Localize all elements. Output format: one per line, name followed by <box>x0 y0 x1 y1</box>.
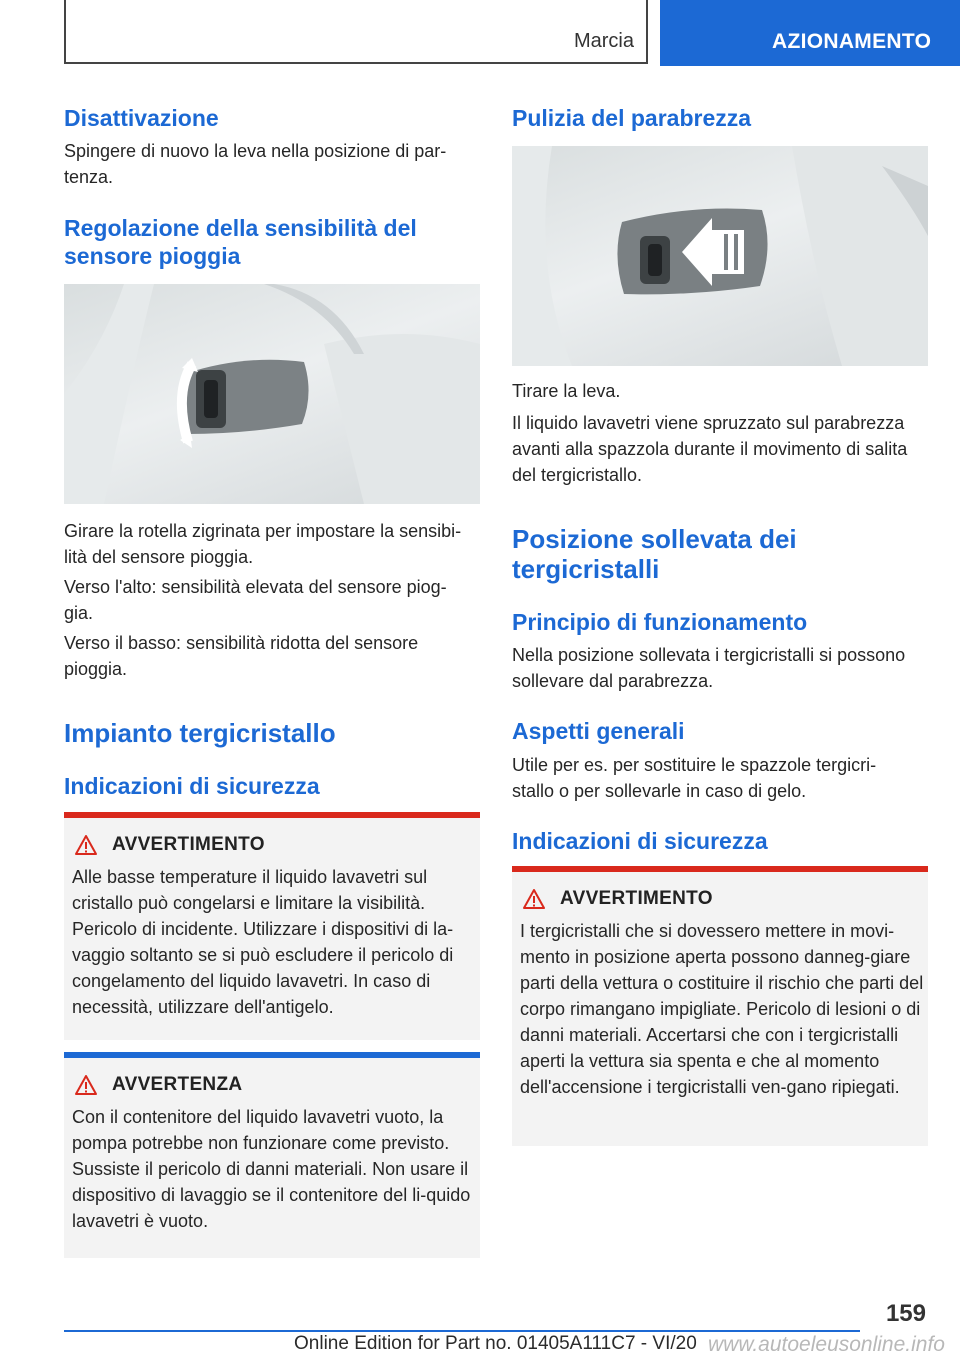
warning-triangle-icon <box>74 834 98 856</box>
text-girare: Girare la rotella zigrinata per impostare la sensibi- lità del sensore pioggia. <box>64 521 462 567</box>
footer-edition: Online Edition for Part no. 01405A111C7 - VI/20 <box>294 1333 697 1354</box>
header-box <box>64 0 648 64</box>
footer-watermark: www.autoeleusonline.info <box>708 1333 945 1356</box>
text-verso-alto: Verso l'alto: sensibilità elevata del sensore piog- gia. <box>64 577 447 623</box>
warning-box-avvertimento <box>64 812 480 1040</box>
warning-text: I tergicristalli che si dovessero mettere in movi-mento in posizione aperta possono danneg-giare parti della vettura o costituire il rischio che parti del corpo rimangano impigliate. Pericolo di lesioni o di danni materiali. Accertarsi che con i tergicristalli aperti la vettura sia spenta e che al momento dell'accensione i tergicristalli ven-gano ripiegati. <box>520 921 924 1097</box>
section-tab-label: AZIONAMENTO <box>772 30 932 53</box>
text-liquido: Il liquido lavavetri viene spruzzato sul parabrezza avanti alla spazzola durante il movimento di salita del tergicristallo. <box>512 413 908 485</box>
warning-bar <box>512 866 928 872</box>
heading-principio: Principio di funzionamento <box>512 609 808 635</box>
text-tirare: Tirare la leva. <box>512 381 621 401</box>
heading-disattivazione: Disattivazione <box>64 105 219 131</box>
heading-aspetti: Aspetti generali <box>512 718 685 744</box>
warning-box-avvertimento-right <box>512 866 928 1146</box>
page-header-title: Marcia <box>573 30 634 52</box>
text-verso-basso: Verso il basso: sensibilità ridotta del sensore pioggia. <box>64 633 419 679</box>
heading-indicazioni-left: Indicazioni di sicurezza <box>64 773 320 799</box>
heading-indicazioni-right: Indicazioni di sicurezza <box>512 828 768 854</box>
heading-posizione: Posizione sollevata dei tergicristalli <box>512 524 797 584</box>
text-principio: Nella posizione sollevata i tergicristalli si possono sollevare dal parabrezza. <box>512 645 906 691</box>
warning-title: AVVERTENZA <box>112 1074 243 1095</box>
warning-triangle-icon <box>74 1074 98 1096</box>
footer-rule <box>64 1330 860 1332</box>
warning-bar <box>64 812 480 818</box>
warning-bar <box>64 1052 480 1058</box>
warning-text: Alle basse temperature il liquido lavavetri sul cristallo può congelarsi e limitare la visibilità. Pericolo di incidente. Utilizzare i dispositivi di la-vaggio soltanto se si può escludere il pericolo di congelamento del liquido lavavetri. In caso di necessità, utilizzare dell'antigelo. <box>72 867 454 1017</box>
heading-pulizia: Pulizia del parabrezza <box>512 105 752 131</box>
page-number: 159 <box>885 1300 926 1327</box>
warning-box-avvertenza <box>64 1052 480 1258</box>
text-disattivazione: Spingere di nuovo la leva nella posizione di par- tenza. <box>64 141 447 187</box>
warning-triangle-icon <box>522 888 546 910</box>
figure-windshield-cleaning <box>512 146 928 366</box>
warning-text: Con il contenitore del liquido lavavetri vuoto, la pompa potrebbe non funzionare come previsto. Sussiste il pericolo di danni materiali. Non usare il dispositivo di lavaggio se il contenitore del li-quido lavavetri è vuoto. <box>72 1107 471 1231</box>
warning-title: AVVERTIMENTO <box>112 834 265 855</box>
heading-impianto: Impianto tergicristallo <box>64 718 336 748</box>
warning-title: AVVERTIMENTO <box>560 888 713 909</box>
section-tab <box>660 0 960 66</box>
text-aspetti: Utile per es. per sostituire le spazzole tergicri- stallo o per sollevarle in caso di gelo. <box>512 755 877 801</box>
figure-rain-sensor-wheel <box>64 284 480 504</box>
heading-regolazione: Regolazione della sensibilità del sensore pioggia <box>64 215 417 269</box>
